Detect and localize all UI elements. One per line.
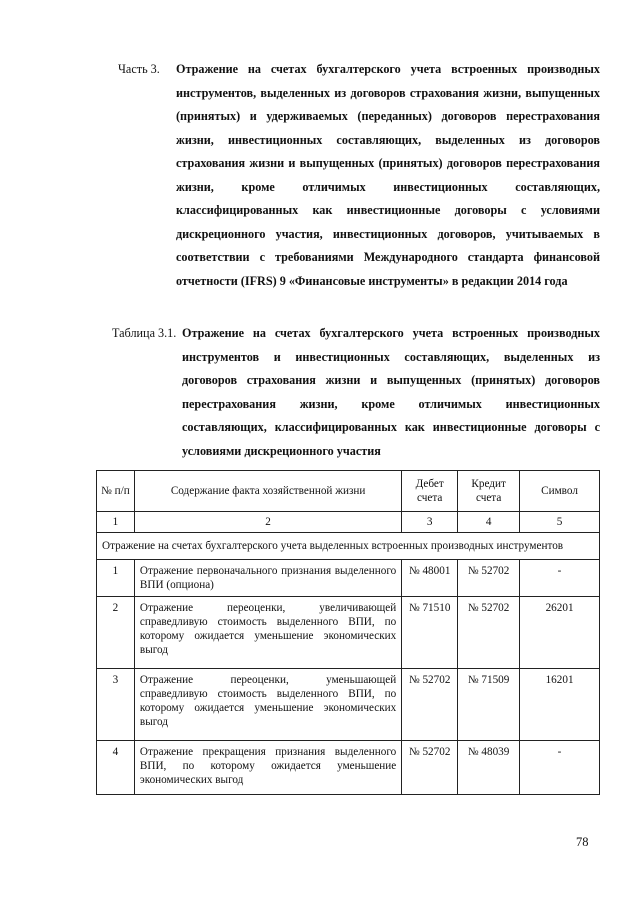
column-number: 1 (97, 512, 135, 533)
row-description: Отражение прекращения признания выделенного ВПИ, по которому ожидается уменьшение экономических выгод (134, 741, 401, 795)
part-label: Часть 3. (118, 62, 160, 76)
table-row (97, 597, 600, 669)
table-caption-label: Таблица 3.1. (112, 326, 177, 340)
row-credit: № 48039 (458, 741, 520, 795)
part-heading (118, 58, 600, 293)
header-debit: Дебет счета (402, 471, 458, 512)
row-description: Отражение переоценки, уменьшающей справедливую стоимость выделенного ВПИ, по которому ожидается уменьшение экономических выгод (134, 669, 401, 741)
column-number: 2 (134, 512, 401, 533)
table-row (97, 669, 600, 741)
table-header-row (97, 471, 600, 512)
table-row (97, 741, 600, 795)
part-title: Отражение на счетах бухгалтерского учета встроенных производных инструментов, выделенных из договоров страхования жизни, выпущенных (принятых) и удерживаемых (переданных) договоров перестрахования жизни, инвестиционных составляющих, выделенных из договоров страхования жизни и выпущенных (принятых) договоров перестрахования жизни, кроме отличимых инвестиционных составляющих, классифицированных как инвестиционные договоры с условиями дискреционного участия, инвестиционных договоров, учитываемых в соответствии с требованиями Международного стандарта финансовой отчетности (IFRS) 9 «Финансовые инструменты» в редакции 2014 года (176, 62, 600, 288)
row-symbol: 16201 (520, 669, 600, 741)
row-debit: № 71510 (402, 597, 458, 669)
section-row (97, 533, 600, 560)
row-credit: № 71509 (458, 669, 520, 741)
column-number: 3 (402, 512, 458, 533)
table-caption-title: Отражение на счетах бухгалтерского учета встроенных производных инструментов и инвестиционных составляющих, выделенных из договоров страхования жизни и выпущенных (принятых) договоров перестрахования жизни, кроме отличимых инвестиционных составляющих, классифицированных как инвестиционные договоры с условиями дискреционного участия (182, 326, 600, 458)
row-credit: № 52702 (458, 560, 520, 597)
row-debit: № 52702 (402, 669, 458, 741)
section-title: Отражение на счетах бухгалтерского учета выделенных встроенных производных инструментов (97, 533, 600, 560)
table-row (97, 560, 600, 597)
row-number: 2 (97, 597, 135, 669)
row-description: Отражение переоценки, увеличивающей справедливую стоимость выделенного ВПИ, по которому ожидается уменьшение экономических выгод (134, 597, 401, 669)
column-number-row (97, 512, 600, 533)
row-debit: № 52702 (402, 741, 458, 795)
row-symbol: - (520, 741, 600, 795)
row-symbol: - (520, 560, 600, 597)
row-number: 3 (97, 669, 135, 741)
row-debit: № 48001 (402, 560, 458, 597)
accounting-table (96, 470, 600, 795)
column-number: 5 (520, 512, 600, 533)
row-symbol: 26201 (520, 597, 600, 669)
row-number: 1 (97, 560, 135, 597)
header-number: № п/п (97, 471, 135, 512)
header-content: Содержание факта хозяйственной жизни (134, 471, 401, 512)
header-symbol: Символ (520, 471, 600, 512)
header-credit: Кредит счета (458, 471, 520, 512)
row-number: 4 (97, 741, 135, 795)
table-caption (112, 322, 600, 463)
column-number: 4 (458, 512, 520, 533)
row-credit: № 52702 (458, 597, 520, 669)
page-number: 78 (576, 835, 589, 849)
row-description: Отражение первоначального признания выделенного ВПИ (опциона) (134, 560, 401, 597)
